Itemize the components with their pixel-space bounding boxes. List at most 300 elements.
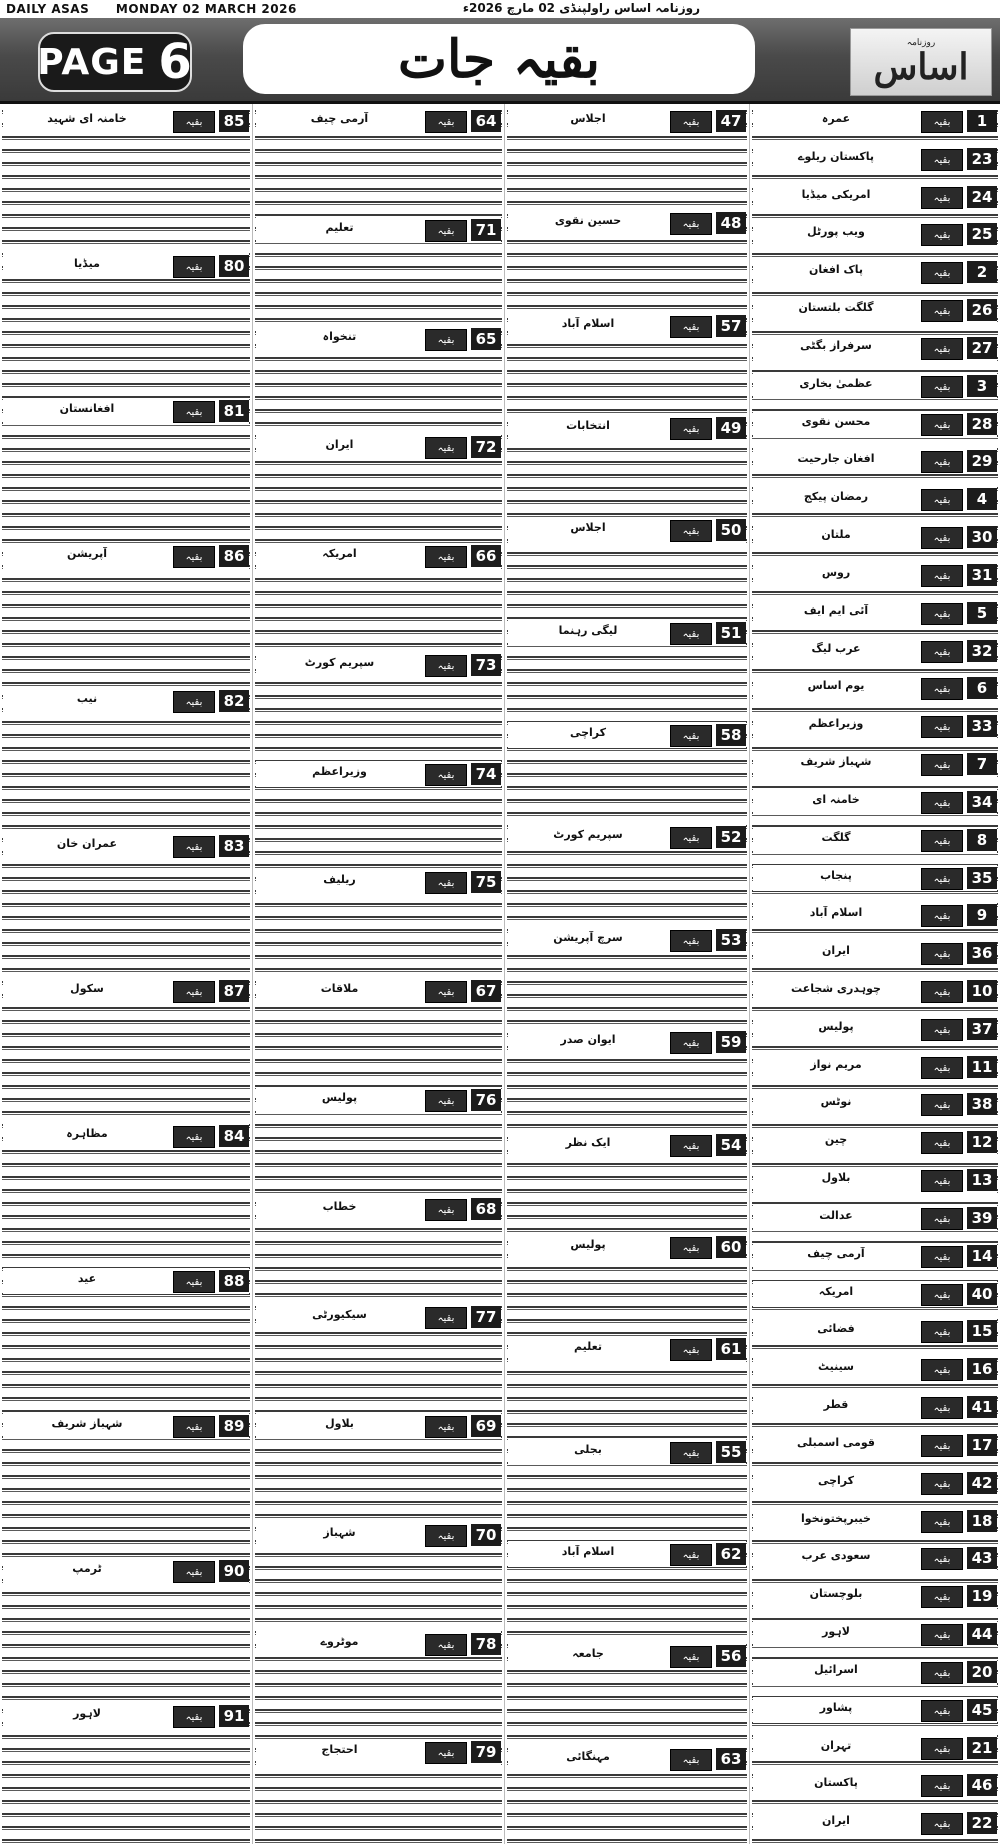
continuation-number: 64 — [471, 110, 501, 132]
continued-tag: بقیہ — [921, 1738, 963, 1760]
continued-tag: بقیہ — [670, 418, 712, 440]
continued-tag: بقیہ — [670, 1237, 712, 1259]
continued-tag: بقیہ — [921, 792, 963, 814]
continuation-header — [508, 1541, 746, 1567]
continuation-header — [256, 652, 501, 678]
continued-tag: بقیہ — [425, 1090, 467, 1112]
continuation-header — [753, 1697, 997, 1723]
continuation-header — [753, 1621, 997, 1647]
continuation-header — [753, 1243, 997, 1269]
continuation-title: لیگی رہنما — [558, 624, 618, 637]
continued-tag: بقیہ — [670, 1544, 712, 1566]
continuation-number: 60 — [716, 1236, 746, 1258]
continuation-number: 17 — [967, 1434, 997, 1456]
continuation-header — [753, 411, 997, 437]
continuation-number: 40 — [967, 1283, 997, 1305]
continuation-title: وزیراعظم — [312, 765, 367, 778]
continued-tag: بقیہ — [921, 1435, 963, 1457]
continued-tag: بقیہ — [921, 1473, 963, 1495]
continued-tag: بقیہ — [670, 213, 712, 235]
continuation-header — [3, 398, 249, 424]
continued-tag: بقیہ — [173, 1416, 215, 1438]
continuation-header — [753, 562, 997, 588]
continued-tag: بقیہ — [173, 111, 215, 133]
continued-tag: بقیہ — [670, 623, 712, 645]
continued-tag: بقیہ — [670, 316, 712, 338]
continuation-header — [256, 1196, 501, 1222]
continuation-number: 13 — [967, 1169, 997, 1191]
continuation-header — [256, 326, 501, 352]
continued-tag: بقیہ — [425, 872, 467, 894]
continuation-number: 80 — [219, 255, 249, 277]
continuation-number: 20 — [967, 1661, 997, 1683]
continued-tag: بقیہ — [670, 930, 712, 952]
continuation-header — [753, 1470, 997, 1496]
continued-tag: بقیہ — [670, 111, 712, 133]
continuation-header — [3, 1123, 249, 1149]
continued-tag: بقیہ — [921, 414, 963, 436]
continued-tag: بقیہ — [921, 1700, 963, 1722]
continuation-number: 90 — [219, 1560, 249, 1582]
continuation-title: عید — [77, 1272, 97, 1285]
continuation-title: عظمیٰ بخاری — [799, 377, 873, 390]
continuation-header — [508, 1643, 746, 1669]
continued-tag: بقیہ — [173, 401, 215, 423]
continuation-number: 38 — [967, 1093, 997, 1115]
continuation-number: 45 — [967, 1699, 997, 1721]
continued-tag: بقیہ — [425, 1307, 467, 1329]
continued-tag: بقیہ — [921, 1246, 963, 1268]
masthead-name: اساس — [873, 46, 969, 88]
continued-tag: بقیہ — [921, 1359, 963, 1381]
continuation-title: محسن نقوی — [801, 415, 871, 428]
continuation-number: 41 — [967, 1396, 997, 1418]
continuation-number: 9 — [967, 904, 997, 926]
continued-tag: بقیہ — [921, 943, 963, 965]
continuation-header — [3, 1558, 249, 1584]
continuation-number: 32 — [967, 640, 997, 662]
continuation-title: چوہدری شجاعت — [791, 982, 881, 995]
continuation-title: وزیراعظم — [808, 717, 864, 730]
paper-name: DAILY ASAS — [6, 2, 90, 16]
continued-tag: بقیہ — [921, 754, 963, 776]
continued-tag: بقیہ — [921, 1548, 963, 1570]
continuation-header — [753, 1054, 997, 1080]
continuation-number: 61 — [716, 1338, 746, 1360]
continuation-number: 30 — [967, 526, 997, 548]
continued-tag: بقیہ — [921, 1511, 963, 1533]
continuation-title: اسلام آباد — [561, 1545, 615, 1558]
date-line: MONDAY 02 MARCH 2026 — [115, 2, 297, 16]
continuation-number: 8 — [967, 829, 997, 851]
continued-tag: بقیہ — [921, 262, 963, 284]
continuation-number: 47 — [716, 110, 746, 132]
continuation-header — [753, 1016, 997, 1042]
continuation-title: سپریم کورٹ — [304, 656, 375, 669]
continuation-number: 22 — [967, 1812, 997, 1834]
continuation-header — [256, 1631, 501, 1657]
continued-tag: بقیہ — [921, 149, 963, 171]
continuation-title: موٹروے — [320, 1635, 359, 1648]
continuation-title: قومی اسمبلی — [797, 1436, 875, 1449]
continued-tag: بقیہ — [921, 1208, 963, 1230]
continuation-title: نیب — [76, 692, 98, 705]
continuation-number: 77 — [471, 1306, 501, 1328]
continuation-title: عمران خان — [56, 837, 118, 850]
continuation-header — [753, 1810, 997, 1836]
continued-tag: بقیہ — [921, 603, 963, 625]
continuation-header — [753, 902, 997, 928]
continuation-header — [753, 1772, 997, 1798]
continuation-header — [753, 1091, 997, 1117]
continuation-header — [508, 1029, 746, 1055]
continued-tag: بقیہ — [921, 1662, 963, 1684]
continuation-title: فضائی — [817, 1322, 855, 1335]
continuation-header — [753, 1583, 997, 1609]
continuation-title: شہباز شریف — [800, 755, 872, 768]
continuation-number: 70 — [471, 1524, 501, 1546]
continued-tag: بقیہ — [670, 1135, 712, 1157]
continuation-title: بجلی — [574, 1443, 602, 1456]
continuation-title: تنخواہ — [322, 330, 357, 343]
continuation-title: پشاور — [819, 1701, 853, 1714]
continued-tag: بقیہ — [921, 1624, 963, 1646]
continuation-header — [256, 1739, 501, 1765]
continuation-title: آئی ایم ایف — [803, 604, 869, 617]
continuation-number: 16 — [967, 1358, 997, 1380]
continuation-header — [3, 833, 249, 859]
continuation-header — [508, 1746, 746, 1772]
continuation-number: 2 — [967, 261, 997, 283]
continued-tag: بقیہ — [425, 1742, 467, 1764]
continuation-number: 42 — [967, 1472, 997, 1494]
continuation-number: 58 — [716, 724, 746, 746]
continuation-number: 91 — [219, 1705, 249, 1727]
continuation-header — [3, 543, 249, 569]
continuation-number: 18 — [967, 1510, 997, 1532]
masthead-sub: روزنامہ — [906, 38, 936, 48]
continuation-number: 52 — [716, 826, 746, 848]
continuation-title: ملتان — [821, 528, 851, 541]
continuation-title: ٹرمپ — [72, 1562, 102, 1575]
continuation-title: خطاب — [322, 1200, 357, 1213]
continuation-number: 27 — [967, 337, 997, 359]
continuation-title: سرفراز بگٹی — [800, 339, 872, 352]
continuation-title: مریم نواز — [810, 1058, 862, 1071]
continued-tag: بقیہ — [921, 111, 963, 133]
continuation-number: 67 — [471, 980, 501, 1002]
masthead-logo — [850, 28, 992, 96]
continued-tag: بقیہ — [921, 830, 963, 852]
continuation-number: 25 — [967, 223, 997, 245]
continued-tag: بقیہ — [670, 520, 712, 542]
continuation-number: 68 — [471, 1198, 501, 1220]
continued-tag: بقیہ — [425, 1634, 467, 1656]
continued-tag: بقیہ — [921, 1586, 963, 1608]
continuation-header — [753, 1318, 997, 1344]
continuation-title: خامنہ ای — [812, 793, 860, 806]
continuation-number: 4 — [967, 488, 997, 510]
continuation-header — [753, 751, 997, 777]
continuation-number: 5 — [967, 602, 997, 624]
continuation-title: لاہور — [822, 1625, 850, 1638]
continuation-title: ایوان صدر — [560, 1033, 616, 1046]
continuation-title: تہران — [820, 1739, 852, 1752]
continued-tag: بقیہ — [921, 905, 963, 927]
continuation-title: گلگت بلتستان — [798, 301, 874, 314]
continued-tag: بقیہ — [921, 376, 963, 398]
continuation-title: مہنگائی — [566, 1750, 610, 1763]
continuation-number: 11 — [967, 1056, 997, 1078]
continued-tag: بقیہ — [921, 338, 963, 360]
continuation-header — [753, 1356, 997, 1382]
continuation-header — [753, 184, 997, 210]
continued-tag: بقیہ — [921, 1284, 963, 1306]
continuation-title: انتخابات — [566, 419, 610, 432]
continuation-number: 62 — [716, 1543, 746, 1565]
continuation-number: 46 — [967, 1774, 997, 1796]
continuation-header — [753, 978, 997, 1004]
continuation-number: 66 — [471, 545, 501, 567]
continued-tag: بقیہ — [921, 565, 963, 587]
continuation-title: پاکستان ریلوے — [798, 150, 874, 163]
continued-tag: بقیہ — [670, 1032, 712, 1054]
continuation-number: 31 — [967, 564, 997, 586]
continuation-title: ریلیف — [323, 873, 356, 886]
continuation-number: 34 — [967, 791, 997, 813]
continuation-header — [256, 543, 501, 569]
continuation-header — [753, 146, 997, 172]
continued-tag: بقیہ — [921, 1132, 963, 1154]
continuation-title: ایران — [822, 1814, 850, 1827]
continuation-title: آپریشن — [67, 547, 107, 560]
continuation-title: حسین نقوی — [554, 214, 622, 227]
continued-tag: بقیہ — [173, 1271, 215, 1293]
continuation-header — [256, 761, 501, 787]
continuation-header — [753, 675, 997, 701]
continuation-title: ایران — [325, 438, 354, 451]
continued-tag: بقیہ — [425, 437, 467, 459]
continuation-number: 21 — [967, 1737, 997, 1759]
continuation-title: امریکہ — [322, 547, 357, 560]
continued-tag: بقیہ — [425, 220, 467, 242]
continuation-header — [256, 1304, 501, 1330]
continuation-header — [508, 210, 746, 236]
continuation-title: گلگت — [821, 831, 851, 844]
continuation-header — [508, 1439, 746, 1465]
continued-tag: بقیہ — [921, 1170, 963, 1192]
continuation-number: 48 — [716, 212, 746, 234]
continuation-header — [256, 217, 501, 243]
continuation-title: سپریم کورٹ — [553, 828, 623, 841]
continued-tag: بقیہ — [425, 981, 467, 1003]
continuation-title: خامنہ ای شہید — [47, 112, 127, 125]
continuation-number: 33 — [967, 715, 997, 737]
continuation-number: 19 — [967, 1585, 997, 1607]
continuation-header — [508, 1132, 746, 1158]
continuation-number: 28 — [967, 413, 997, 435]
continuation-header — [3, 688, 249, 714]
continuation-header — [753, 1659, 997, 1685]
column-2 — [505, 104, 749, 1844]
continuation-number: 7 — [967, 753, 997, 775]
continuation-header — [256, 1413, 501, 1439]
continuation-number: 81 — [219, 400, 249, 422]
continuation-header — [508, 415, 746, 441]
continuation-header — [753, 865, 997, 891]
continuation-header — [753, 108, 997, 134]
continued-tag: بقیہ — [425, 1416, 467, 1438]
continuation-header — [256, 1087, 501, 1113]
continuation-title: ایک نظر — [565, 1136, 611, 1149]
page-content — [0, 104, 1000, 1844]
continuation-header — [508, 1336, 746, 1362]
continuation-header — [753, 1129, 997, 1155]
edition-info — [6, 2, 319, 16]
continued-tag: بقیہ — [921, 1321, 963, 1343]
continued-tag: بقیہ — [670, 1646, 712, 1668]
continuation-number: 3 — [967, 375, 997, 397]
continuation-number: 6 — [967, 677, 997, 699]
continuation-header — [753, 486, 997, 512]
continuation-number: 86 — [219, 545, 249, 567]
continued-tag: بقیہ — [173, 546, 215, 568]
continuation-header — [753, 1281, 997, 1307]
continued-tag: بقیہ — [921, 527, 963, 549]
column-4 — [0, 104, 252, 1844]
continuation-header — [508, 313, 746, 339]
continued-tag: بقیہ — [425, 1199, 467, 1221]
continued-tag: بقیہ — [425, 111, 467, 133]
continued-tag: بقیہ — [921, 716, 963, 738]
continuation-header — [508, 722, 746, 748]
continuation-number: 12 — [967, 1131, 997, 1153]
continuation-title: قطر — [823, 1398, 849, 1411]
column-1 — [750, 104, 1000, 1844]
continuation-title: کراچی — [569, 726, 607, 739]
continuation-header — [3, 1268, 249, 1294]
continuation-number: 78 — [471, 1633, 501, 1655]
continuation-header — [3, 978, 249, 1004]
continuation-number: 37 — [967, 1018, 997, 1040]
continuation-title: ملاقات — [320, 982, 359, 995]
continuation-number: 29 — [967, 450, 997, 472]
continuation-title: عدالت — [819, 1209, 853, 1222]
continuation-header — [753, 1545, 997, 1571]
continuation-title: جامعہ — [572, 1647, 604, 1660]
continuation-header — [3, 1413, 249, 1439]
continuation-header — [753, 259, 997, 285]
continuation-title: سرچ آپریشن — [553, 931, 623, 944]
continued-tag: بقیہ — [173, 1126, 215, 1148]
continuation-number: 71 — [471, 219, 501, 241]
urdu-date: روزنامہ اساس راولپنڈی 02 مارچ 2026ء — [462, 1, 700, 15]
continuation-title: خیبرپختونخوا — [801, 1512, 871, 1525]
continuation-number: 14 — [967, 1245, 997, 1267]
continuation-header — [753, 297, 997, 323]
continuation-title: شہباز — [323, 1526, 356, 1539]
continuation-number: 39 — [967, 1207, 997, 1229]
continuation-number: 83 — [219, 835, 249, 857]
continued-tag: بقیہ — [425, 764, 467, 786]
continued-tag: بقیہ — [173, 1706, 215, 1728]
continuation-header — [753, 524, 997, 550]
continuation-number: 59 — [716, 1031, 746, 1053]
continuation-header — [753, 221, 997, 247]
continuation-number: 87 — [219, 980, 249, 1002]
continuation-title: یوم اساس — [807, 679, 865, 692]
continuation-number: 35 — [967, 867, 997, 889]
continued-tag: بقیہ — [425, 329, 467, 351]
continuation-header — [753, 1432, 997, 1458]
continuation-header — [3, 108, 249, 134]
continuation-title: امریکہ — [818, 1285, 854, 1298]
continuation-number: 23 — [967, 148, 997, 170]
continuation-title: عرب لیگ — [811, 642, 861, 655]
continued-tag: بقیہ — [921, 678, 963, 700]
continuation-number: 84 — [219, 1125, 249, 1147]
continued-tag: بقیہ — [173, 836, 215, 858]
continuation-number: 36 — [967, 942, 997, 964]
continued-tag: بقیہ — [921, 489, 963, 511]
continuation-header — [256, 434, 501, 460]
continuation-header — [508, 108, 746, 134]
continued-tag: بقیہ — [921, 1775, 963, 1797]
continuation-number: 69 — [471, 1415, 501, 1437]
continuation-title: آرمی چیف — [310, 112, 369, 125]
continued-tag: بقیہ — [425, 546, 467, 568]
continuation-header — [508, 927, 746, 953]
continuation-number: 57 — [716, 315, 746, 337]
continued-tag: بقیہ — [921, 981, 963, 1003]
continuation-header — [753, 600, 997, 626]
continuation-title: امریکی میڈیا — [801, 188, 871, 201]
continuation-title: پولیس — [570, 1238, 606, 1251]
continuation-number: 53 — [716, 929, 746, 951]
continuation-number: 44 — [967, 1623, 997, 1645]
continuation-header — [256, 108, 501, 134]
page-label: PAGE — [37, 41, 147, 83]
continuation-title: احتجاج — [321, 1743, 358, 1756]
continuation-title: بلوچستان — [809, 1587, 863, 1600]
continued-tag: بقیہ — [921, 1057, 963, 1079]
continuation-header — [753, 1394, 997, 1420]
continuation-header — [753, 940, 997, 966]
continued-tag: بقیہ — [173, 981, 215, 1003]
continuation-header — [3, 253, 249, 279]
continuation-header — [753, 827, 997, 853]
continued-tag: بقیہ — [921, 300, 963, 322]
continuation-number: 82 — [219, 690, 249, 712]
continuation-number: 75 — [471, 871, 501, 893]
continuation-title: اسلام آباد — [809, 906, 863, 919]
continuation-number: 50 — [716, 519, 746, 541]
continued-tag: بقیہ — [921, 1094, 963, 1116]
continuation-number: 55 — [716, 1441, 746, 1463]
continued-tag: بقیہ — [921, 1019, 963, 1041]
continuation-title: تعلیم — [574, 1340, 602, 1353]
continued-tag: بقیہ — [173, 691, 215, 713]
continuation-number: 76 — [471, 1089, 501, 1111]
continuation-title: پاکستان — [814, 1776, 858, 1789]
continuation-title: پولیس — [321, 1091, 358, 1104]
continuation-title: رمضان پیکج — [803, 490, 869, 503]
continued-tag: بقیہ — [670, 725, 712, 747]
continuation-title: تعلیم — [325, 221, 354, 234]
continued-tag: بقیہ — [921, 451, 963, 473]
continuation-number: 43 — [967, 1547, 997, 1569]
continuation-title: ویب پورٹل — [807, 225, 865, 238]
